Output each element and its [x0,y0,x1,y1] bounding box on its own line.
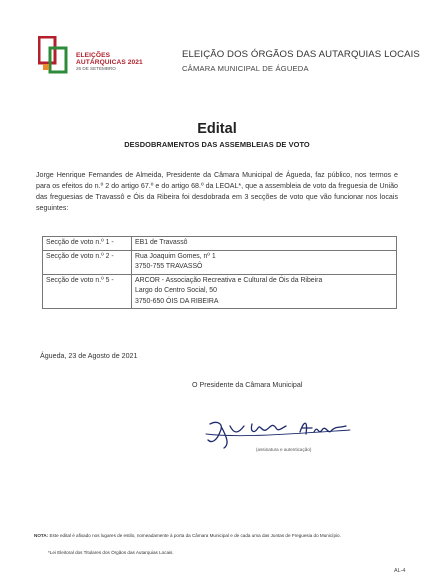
section-location [132,237,397,251]
logo-frame-green [50,48,66,72]
logo-line1: ELEIÇÕES [76,52,111,59]
elections-logo [38,36,68,74]
signer-title: O Presidente da Câmara Municipal [192,381,303,389]
section-location [132,250,397,274]
section-label: Secção de voto n.º 2 - [43,250,132,274]
logo-text [76,52,143,72]
signature-caption: (assinatura e autenticação) [256,447,312,452]
note-text: Este edital é afixado nos lugares de estilo, nomeadamente à porta da Câmara Municipal e de cada uma das Juntas de Freguesia do Município. [48,533,341,538]
table-row [43,250,397,274]
form-code: AL-4 [394,568,406,574]
header-subtitle: CÂMARA MUNICIPAL DE ÁGUEDA [182,64,309,73]
section-label: Secção de voto n.º 5 - [43,274,132,309]
footnote: *Lei Eleitoral dos Titulares dos Órgãos das Autarquias Locais. [48,550,174,555]
logo-line2: AUTÁRQUICAS 2021 [76,59,143,66]
header-title: ELEIÇÃO DOS ÓRGÃOS DAS AUTARQUIAS LOCAIS [182,49,420,60]
note-label: NOTA: [34,533,49,538]
body-paragraph: Jorge Henrique Fernandes de Almeida, Presidente da Câmara Municipal de Águeda, faz público, nos termos e para os efeitos do n.º 2 do artigo 67.º e do artigo 68.º da LEOAL*, que a assembleia de voto da freguesia de União das freguesias de Travassô e Óis da Ribeira foi desdobrada em 3 secções de voto que vão funcionar nos locais seguintes: [36,171,398,212]
document-title: Edital [197,121,237,137]
logo-square-orange [43,64,49,70]
location-line: Rua Joaquim Gomes, nº 1 [135,252,216,260]
location-line: EB1 de Travassô [135,239,188,246]
location-line: 3750-650 ÓIS DA RIBEIRA [135,297,219,305]
sections-table [42,236,397,309]
logo-frame-red [39,37,55,63]
section-location [132,274,397,309]
document-subtitle: DESDOBRAMENTOS DAS ASSEMBLEIAS DE VOTO [124,140,310,149]
location-line: 3750-755 TRAVASSÔ [135,263,203,270]
place-date: Águeda, 23 de Agosto de 2021 [40,352,138,360]
location-line: Largo do Centro Social, 50 [135,287,217,294]
table-row [43,274,397,309]
location-line: ARCOR - Associação Recreativa e Cultural de Óis da Ribeira [135,276,323,284]
note [34,533,341,538]
table-row [43,237,397,251]
logo-date: 26 DE SETEMBRO [76,66,116,71]
section-label: Secção de voto n.º 1 - [43,237,132,251]
handwritten-signature [200,414,360,450]
